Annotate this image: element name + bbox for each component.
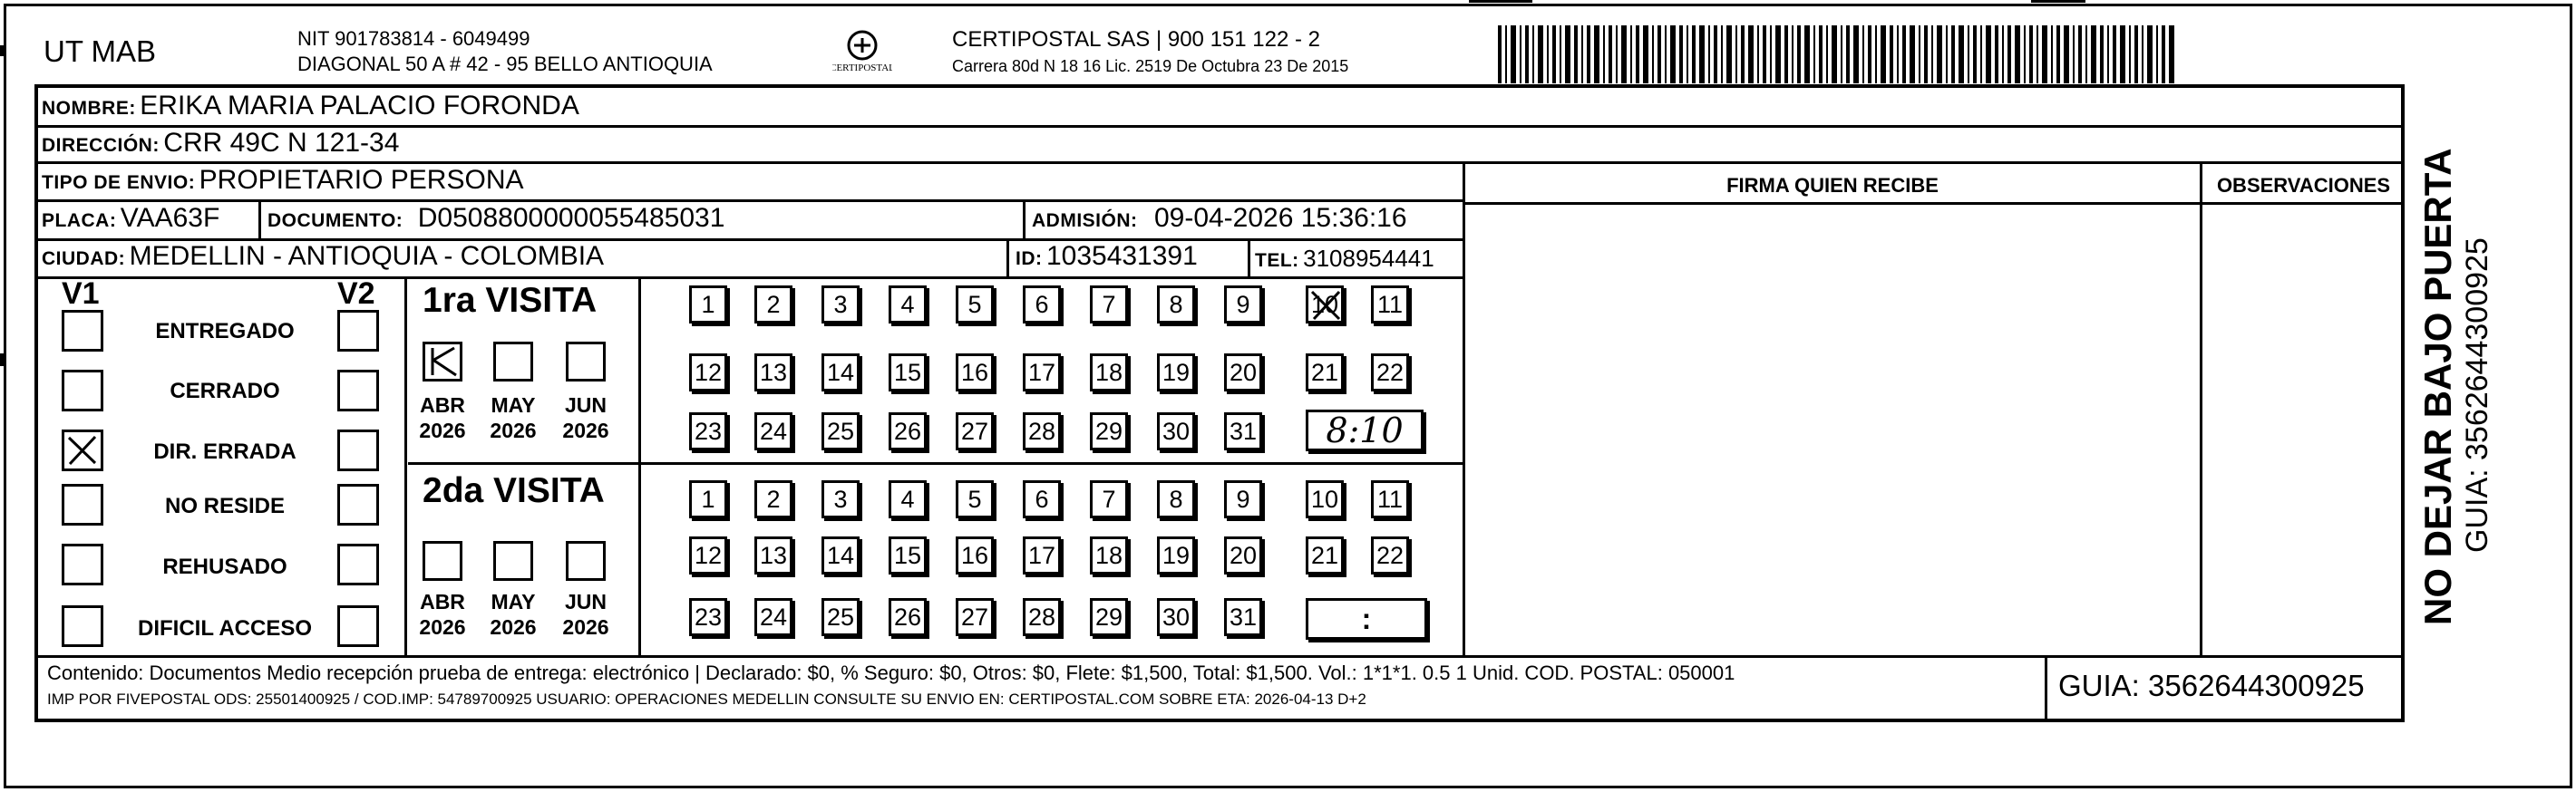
year-label: 2026 (562, 615, 609, 639)
v1-checkbox-dir-errada[interactable] (62, 430, 103, 471)
visits-divider (408, 462, 1463, 465)
visit2-day-9[interactable]: 9 (1224, 480, 1262, 518)
status-label-entregado: ENTREGADO (155, 319, 295, 343)
visit1-time-box[interactable]: 8:10 (1306, 410, 1424, 451)
id-label: ID: (1016, 248, 1043, 269)
visit2-day-14[interactable]: 14 (821, 536, 860, 575)
visit2-day-22[interactable]: 22 (1371, 536, 1409, 575)
visit1-day-18[interactable]: 18 (1090, 353, 1128, 391)
visit1-jun-label (559, 392, 613, 443)
ciudad-row (42, 241, 604, 272)
placa-value: VAA63F (120, 203, 220, 233)
footer-imp: IMP POR FIVEPOSTAL ODS: 25501400925 / COD.IMP: 54789700925 USUARIO: OPERACIONES MEDELLIN CONSULTE SU ENVIO EN: CERTIPOSTAL.COM SOBRE ETA: 2026-04-13 D+2 (47, 691, 1366, 708)
nombre-label: NOMBRE: (42, 98, 136, 119)
visit2-day-13[interactable]: 13 (754, 536, 792, 575)
visit1-day-13[interactable]: 13 (754, 353, 792, 391)
visit2-day-20[interactable]: 20 (1224, 536, 1262, 575)
visit1-day-2[interactable]: 2 (754, 285, 792, 324)
v1-label: V1 (62, 276, 100, 311)
side-text (2416, 82, 2516, 625)
footer-divider (34, 655, 2405, 658)
tel-label: TEL: (1255, 250, 1299, 271)
visit2-title: 2da VISITA (423, 471, 605, 510)
visit1-month-may[interactable] (493, 342, 533, 382)
visit1-may-label (486, 392, 540, 443)
visit2-day-31[interactable]: 31 (1224, 598, 1262, 636)
visit2-day-1[interactable]: 1 (689, 480, 727, 518)
visit2-day-23[interactable]: 23 (689, 598, 727, 636)
visit2-day-28[interactable]: 28 (1023, 598, 1061, 636)
year-label: 2026 (562, 419, 609, 442)
visit1-day-25[interactable]: 25 (821, 412, 860, 450)
ciudad-value: MEDELLIN - ANTIOQUIA - COLOMBIA (129, 241, 605, 271)
visit1-day-30[interactable]: 30 (1157, 412, 1195, 450)
tel-row (1255, 245, 1434, 273)
tipo-label: TIPO DE ENVIO: (42, 172, 196, 193)
visit2-day-5[interactable]: 5 (956, 480, 994, 518)
direccion-value: CRR 49C N 121-34 (163, 128, 400, 158)
nombre-value: ERIKA MARIA PALACIO FORONDA (140, 91, 579, 121)
month-label: ABR (420, 590, 465, 613)
col-line-visit (638, 276, 641, 655)
visit2-day-30[interactable]: 30 (1157, 598, 1195, 636)
col-line-tel (1248, 238, 1250, 276)
company-address: DIAGONAL 50 A # 42 - 95 BELLO ANTIOQUIA (297, 53, 713, 75)
visit2-day-19[interactable]: 19 (1157, 536, 1195, 575)
col-line-guia (2045, 655, 2047, 722)
v1-checkbox-entregado[interactable] (62, 310, 103, 352)
nit: NIT 901783814 - 6049499 (297, 27, 530, 50)
visit2-day-3[interactable]: 3 (821, 480, 860, 518)
month-label: JUN (564, 393, 607, 417)
admision-row (1032, 203, 1407, 234)
col-line-placa (258, 199, 261, 238)
observaciones-header: OBSERVACIONES (2216, 174, 2391, 197)
visit2-day-4[interactable]: 4 (889, 480, 927, 518)
visit2-day-25[interactable]: 25 (821, 598, 860, 636)
visit2-jun-label (559, 589, 613, 640)
visit1-day-11[interactable]: 11 (1371, 285, 1409, 324)
documento-value: D0508800000055485031 (417, 203, 725, 233)
visit1-day-3[interactable]: 3 (821, 285, 860, 324)
visit2-time-box[interactable]: : (1306, 598, 1427, 640)
visit1-day-14[interactable]: 14 (821, 353, 860, 391)
placa-row (42, 203, 219, 234)
side-warning: NO DEJAR BAJO PUERTA (2416, 148, 2459, 625)
v1-checkbox-cerrado[interactable] (62, 370, 103, 411)
admision-value: 09-04-2026 15:36:16 (1153, 203, 1407, 233)
v2-checkbox-entregado[interactable] (337, 310, 379, 352)
check-mark-icon (425, 344, 460, 379)
visit2-day-26[interactable]: 26 (889, 598, 927, 636)
visit1-day-29[interactable]: 29 (1090, 412, 1128, 450)
visit1-day-26[interactable]: 26 (889, 412, 927, 450)
visit2-month-jun[interactable] (566, 541, 606, 581)
visit2-month-may[interactable] (493, 541, 533, 581)
direccion-row (42, 128, 399, 159)
visit1-day-9[interactable]: 9 (1224, 285, 1262, 324)
nombre-row (42, 91, 579, 121)
visit2-day-17[interactable]: 17 (1023, 536, 1061, 575)
col-line-firma (1463, 161, 1465, 655)
direccion-label: DIRECCIÓN: (42, 135, 160, 156)
status-label-cerrado: CERRADO (170, 379, 280, 403)
col-line-id (1006, 238, 1009, 276)
month-label: MAY (491, 590, 536, 613)
year-label: 2026 (490, 419, 537, 442)
scan-mark (1469, 0, 1532, 3)
visit1-day-19[interactable]: 19 (1157, 353, 1195, 391)
visit1-day-15[interactable]: 15 (889, 353, 927, 391)
id-value: 1035431391 (1045, 241, 1198, 271)
visit2-day-10[interactable]: 10 (1306, 480, 1344, 518)
visit1-month-jun[interactable] (566, 342, 606, 382)
month-label: JUN (564, 590, 607, 613)
visit1-day-20[interactable]: 20 (1224, 353, 1262, 391)
row-line-5 (34, 276, 1463, 279)
visit2-day-11[interactable]: 11 (1371, 480, 1409, 518)
visit2-day-7[interactable]: 7 (1090, 480, 1128, 518)
visit1-title: 1ra VISITA (423, 281, 598, 320)
tipo-row (42, 165, 524, 196)
visit2-day-18[interactable]: 18 (1090, 536, 1128, 575)
placa-label: PLACA: (42, 210, 117, 231)
status-label-dir-errada: DIR. ERRADA (153, 439, 296, 464)
visit1-abr-label (415, 392, 470, 443)
year-label: 2026 (490, 615, 537, 639)
visit2-day-2[interactable]: 2 (754, 480, 792, 518)
visit2-day-6[interactable]: 6 (1023, 480, 1061, 518)
v2-checkbox-cerrado[interactable] (337, 370, 379, 411)
barcode (1498, 25, 2178, 83)
visit2-day-15[interactable]: 15 (889, 536, 927, 575)
certipostal-info: CERTIPOSTAL SAS | 900 151 122 - 2 (952, 27, 1320, 52)
visit2-day-27[interactable]: 27 (956, 598, 994, 636)
status-label-dificil-acceso: DIFICIL ACCESO (137, 616, 312, 641)
visit2-day-12[interactable]: 12 (689, 536, 727, 575)
scan-mark (0, 45, 4, 56)
visit1-day-27[interactable]: 27 (956, 412, 994, 450)
day-number: 10 (1310, 291, 1339, 318)
visit1-day-23[interactable]: 23 (689, 412, 727, 450)
check-mark-icon (64, 432, 101, 468)
certipostal-license: Carrera 80d N 18 16 Lic. 2519 De Octubra 23 De 2015 (952, 57, 1349, 75)
col-line-status (404, 276, 407, 655)
barcode-graphic (1498, 25, 2178, 83)
row-line-3 (34, 199, 1463, 202)
certipostal-logo (832, 27, 892, 78)
visit2-day-16[interactable]: 16 (956, 536, 994, 575)
visit2-day-21[interactable]: 21 (1306, 536, 1344, 575)
visit2-day-29[interactable]: 29 (1090, 598, 1128, 636)
visit1-day-7[interactable]: 7 (1090, 285, 1128, 324)
v1-checkbox-dificil-acceso[interactable] (62, 605, 103, 647)
visit1-day-5[interactable]: 5 (956, 285, 994, 324)
id-row (1016, 241, 1198, 272)
scan-mark (0, 353, 4, 366)
visit1-day-31[interactable]: 31 (1224, 412, 1262, 450)
visit2-month-abr[interactable] (423, 541, 462, 581)
month-label: MAY (491, 393, 536, 417)
documento-row (267, 203, 724, 234)
footer-guia: GUIA: 3562644300925 (2058, 669, 2365, 702)
month-label: ABR (420, 393, 465, 417)
visit1-day-21[interactable]: 21 (1306, 353, 1344, 391)
v2-checkbox-rehusado[interactable] (337, 544, 379, 585)
v2-checkbox-dificil-acceso[interactable] (337, 605, 379, 647)
year-label: 2026 (419, 615, 466, 639)
status-label-rehusado: REHUSADO (162, 555, 287, 579)
side-guia: GUIA: 3562644300925 (2460, 237, 2494, 553)
visit2-abr-label (415, 589, 470, 640)
v2-label: V2 (337, 276, 375, 311)
col-line-obs (2200, 161, 2202, 655)
visit1-day-16[interactable]: 16 (956, 353, 994, 391)
visit2-day-8[interactable]: 8 (1157, 480, 1195, 518)
documento-label: DOCUMENTO: (267, 210, 403, 231)
visit1-day-8[interactable]: 8 (1157, 285, 1195, 324)
visit1-day-12[interactable]: 12 (689, 353, 727, 391)
visit1-day-22[interactable]: 22 (1371, 353, 1409, 391)
visit1-day-28[interactable]: 28 (1023, 412, 1061, 450)
company-name: UT MAB (44, 34, 157, 68)
admision-label: ADMISIÓN: (1032, 210, 1138, 231)
ciudad-label: CIUDAD: (42, 248, 126, 269)
v2-checkbox-dir-errada[interactable] (337, 430, 379, 471)
v1-checkbox-no-reside[interactable] (62, 484, 103, 526)
v1-checkbox-rehusado[interactable] (62, 544, 103, 585)
visit1-day-4[interactable]: 4 (889, 285, 927, 324)
v2-checkbox-no-reside[interactable] (337, 484, 379, 526)
tel-value: 3108954441 (1303, 245, 1434, 272)
row-line-3b (1463, 202, 2405, 205)
visit1-day-6[interactable]: 6 (1023, 285, 1061, 324)
firma-header: FIRMA QUIEN RECIBE (1726, 174, 1939, 197)
row-line-2 (34, 161, 2405, 164)
visit1-day-17[interactable]: 17 (1023, 353, 1061, 391)
certipostal-logo-icon (832, 27, 892, 78)
tipo-value: PROPIETARIO PERSONA (199, 165, 524, 195)
footer-content: Contenido: Documentos Medio recepción prueba de entrega: electrónico | Declarado: $0, % Seguro: $0, Otros: $0, Flete: $1,500, Total: $1,500. Vol.: 1*1*1. 0.5 1 Unid. COD. POSTAL: 050001 (47, 662, 1735, 684)
visit2-may-label (486, 589, 540, 640)
svg-text:CERTIPOSTAL: CERTIPOSTAL (832, 63, 892, 73)
visit2-day-24[interactable]: 24 (754, 598, 792, 636)
col-line-admision (1023, 199, 1026, 238)
visit1-day-10[interactable] (1306, 285, 1344, 324)
visit1-day-1[interactable]: 1 (689, 285, 727, 324)
year-label: 2026 (419, 419, 466, 442)
visit1-day-24[interactable]: 24 (754, 412, 792, 450)
status-label-no-reside: NO RESIDE (164, 494, 286, 518)
scan-mark (2031, 0, 2085, 3)
visit1-month-abr[interactable] (423, 342, 462, 382)
